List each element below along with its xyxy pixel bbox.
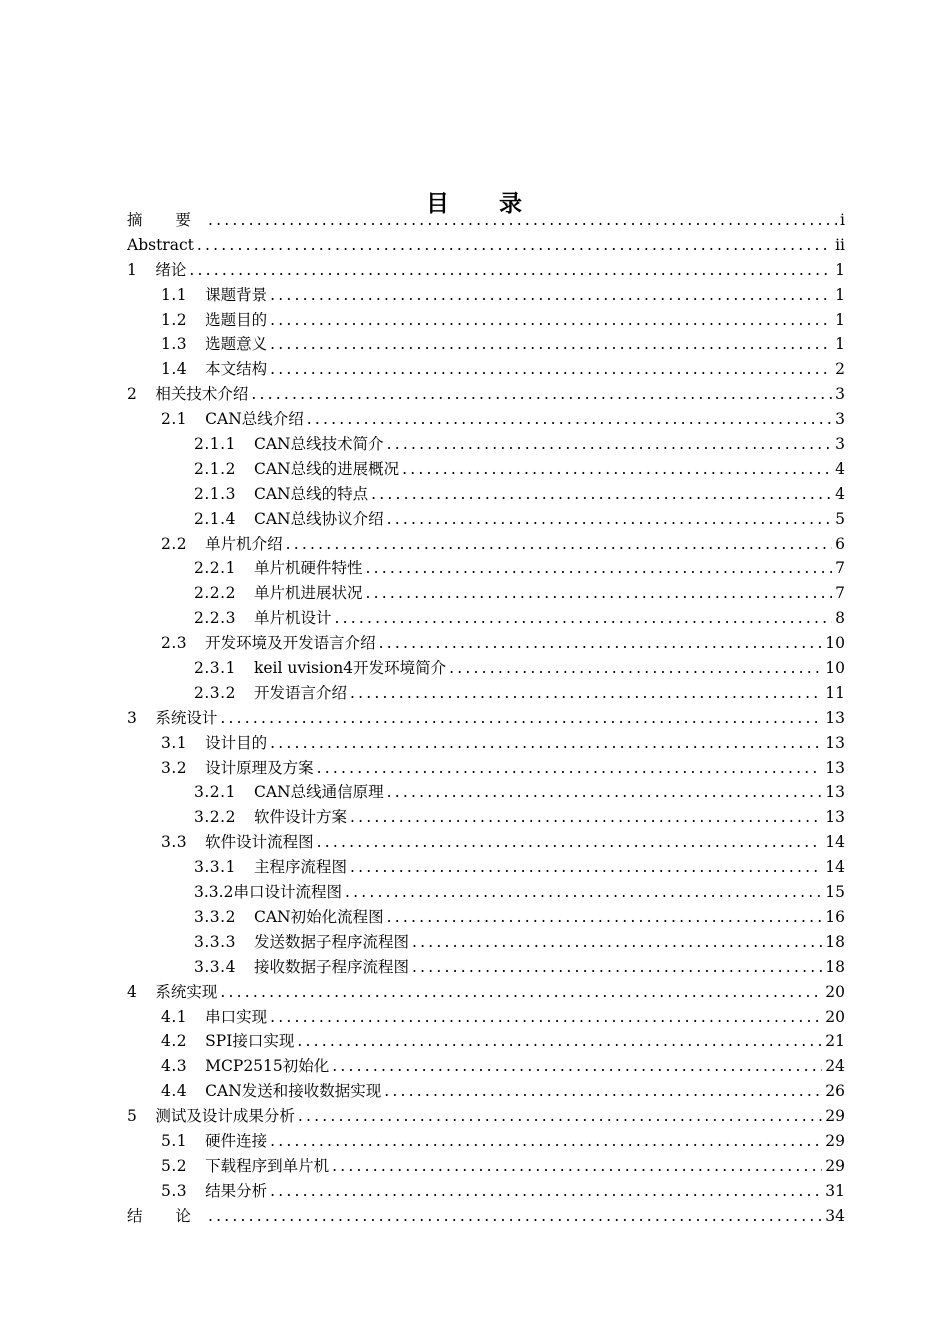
toc-entry[interactable]	[127, 208, 845, 233]
dot-leader	[449, 656, 822, 681]
toc-entry-page: 4	[835, 459, 845, 478]
toc-entry[interactable]	[127, 731, 845, 756]
toc-entry-page: 14	[825, 858, 845, 877]
toc-entry-page: 24	[825, 1057, 845, 1076]
toc-entry-number: 3.3.3	[194, 932, 236, 951]
toc-entry-page: 13	[825, 783, 845, 802]
toc-entry-label: 开发环境及开发语言介绍	[205, 634, 376, 653]
toc-entry-number: 4.2	[161, 1032, 188, 1051]
dot-leader	[412, 930, 822, 955]
toc-entry-number: 1.2	[161, 310, 188, 329]
dot-leader	[270, 1179, 822, 1204]
toc-entry-label: 发送数据子程序流程图	[253, 932, 409, 951]
toc-entry[interactable]	[127, 532, 845, 557]
toc-entry-number: 2.1.3	[194, 484, 236, 503]
toc-entry-label: 本文结构	[205, 360, 268, 379]
toc-entry[interactable]	[127, 382, 845, 407]
toc-entry-page: 6	[835, 534, 845, 553]
toc-entry-label: 单片机设计	[253, 609, 332, 628]
toc-entry-page: i	[840, 211, 845, 229]
toc-entry-label: 系统设计	[155, 708, 218, 727]
toc-entry-number: 3	[127, 708, 138, 727]
toc-entry-label: 课题背景	[205, 285, 268, 304]
dot-leader	[365, 581, 832, 606]
dot-leader	[345, 880, 822, 905]
toc-entry[interactable]	[127, 1005, 845, 1030]
toc-entry-number: 1.3	[161, 335, 188, 354]
toc-entry-label: 结 论	[127, 1206, 205, 1225]
toc-entry-number: 3.3	[161, 833, 188, 852]
toc-entry-label: 下载程序到单片机	[205, 1156, 330, 1175]
toc-entry[interactable]	[127, 1179, 845, 1204]
toc-entry-label: CAN初始化流程图	[253, 907, 384, 926]
toc-entry-page: 13	[825, 733, 845, 752]
dot-leader	[387, 432, 833, 457]
toc-entry-label: CAN总线通信原理	[253, 783, 384, 802]
toc-entry[interactable]	[127, 1129, 845, 1154]
toc-entry[interactable]	[127, 357, 845, 382]
dot-leader	[332, 1054, 822, 1079]
toc-entry-page: 10	[825, 659, 845, 678]
dot-leader	[371, 482, 832, 507]
toc-entry-label: 测试及设计成果分析	[155, 1107, 295, 1126]
dot-leader	[379, 631, 823, 656]
toc-entry-page: 7	[835, 559, 845, 578]
toc-entry-number: 3.2.1	[194, 783, 236, 802]
toc-entry-page: 1	[835, 310, 845, 329]
toc-entry-number: 1.1	[161, 285, 188, 304]
toc-entry[interactable]	[127, 1204, 845, 1229]
toc-entry[interactable]	[127, 482, 845, 507]
toc-entry-number: 5.3	[161, 1181, 188, 1200]
dot-leader	[270, 1005, 822, 1030]
toc-entry-label: 相关技术介绍	[155, 385, 249, 404]
toc-entry[interactable]	[127, 1029, 845, 1054]
toc-entry[interactable]	[127, 407, 845, 432]
toc-entry-page: 20	[825, 982, 845, 1001]
toc-entry-page: 31	[825, 1181, 845, 1200]
toc-entry-page: ii	[835, 235, 845, 254]
dot-leader	[270, 731, 822, 756]
dot-leader	[307, 407, 832, 432]
dot-leader	[220, 706, 822, 731]
toc-entry-label: 单片机硬件特性	[253, 559, 363, 578]
toc-entry-page: 10	[825, 634, 845, 653]
toc-entry-number: 2.2.3	[194, 609, 236, 628]
toc-entry-label: CAN发送和接收数据实现	[205, 1082, 382, 1101]
toc-entry-page: 13	[825, 708, 845, 727]
dot-leader	[270, 283, 832, 308]
toc-entry-number: 5.1	[161, 1131, 188, 1150]
toc-entry-label: 3.3.2串口设计流程图	[194, 883, 342, 902]
toc-entry-page: 1	[835, 285, 845, 304]
toc-entry[interactable]	[127, 432, 845, 457]
toc-entry-number: 2.1.4	[194, 509, 236, 528]
toc-entry-label: 接收数据子程序流程图	[253, 957, 409, 976]
toc-entry-number: 2.3	[161, 634, 188, 653]
dot-leader	[332, 1154, 822, 1179]
toc-entry-label: 开发语言介绍	[253, 683, 347, 702]
toc-entry-number: 3.1	[161, 733, 188, 752]
toc-entry-number: 5.2	[161, 1156, 188, 1175]
toc-entry-number: 2.1	[161, 410, 188, 429]
toc-entry-number: 4.4	[161, 1082, 188, 1101]
toc-entry[interactable]	[127, 283, 845, 308]
toc-entry-page: 14	[825, 833, 845, 852]
toc-entry-label: CAN总线介绍	[205, 410, 304, 429]
toc-entry-page: 1	[835, 335, 845, 354]
toc-entry[interactable]	[127, 656, 845, 681]
dot-leader	[189, 258, 832, 283]
toc-entry-page: 2	[835, 360, 845, 379]
toc-entry-number: 2.2	[161, 534, 188, 553]
toc-entry-page: 13	[825, 808, 845, 827]
toc-entry-page: 7	[835, 584, 845, 603]
toc-entry-number: 2.2.2	[194, 584, 236, 603]
toc-entry-number: 3.2	[161, 758, 188, 777]
toc-entry-label: 选题目的	[205, 310, 268, 329]
dot-leader	[387, 780, 823, 805]
toc-entry[interactable]	[127, 258, 845, 283]
dot-leader	[270, 357, 832, 382]
toc-entry[interactable]	[127, 830, 845, 855]
toc-entry-number: 1	[127, 260, 138, 279]
toc-entry-label: 软件设计方案	[253, 808, 347, 827]
toc-entry-number: 2.1.1	[194, 435, 236, 454]
toc-entry[interactable]	[127, 332, 845, 357]
toc-entry-label: 硬件连接	[205, 1131, 268, 1150]
toc-entry-page: 29	[825, 1131, 845, 1150]
toc-entry-page: 20	[825, 1007, 845, 1026]
dot-leader	[270, 308, 832, 333]
toc-entry-page: 21	[825, 1032, 845, 1051]
toc-entry-label: CAN总线的进展概况	[253, 459, 400, 478]
dot-leader	[251, 382, 832, 407]
toc-entry-number: 1.4	[161, 360, 188, 379]
toc-entry-label: 串口实现	[205, 1007, 268, 1026]
dot-leader	[350, 805, 822, 830]
toc-entry-page: 13	[825, 758, 845, 777]
toc-entry-page: 29	[825, 1107, 845, 1126]
toc-entry[interactable]	[127, 556, 845, 581]
toc-entry-page: 3	[835, 435, 845, 454]
dot-leader	[286, 532, 832, 557]
toc-entry-page: 34	[825, 1206, 845, 1225]
toc-entry-label: 设计原理及方案	[205, 758, 314, 777]
dot-leader	[317, 756, 823, 781]
toc-entry-label: keil uvision4开发环境简介	[253, 659, 447, 678]
toc-entry-label: 结果分析	[205, 1181, 268, 1200]
toc-entry-page: 15	[825, 883, 845, 902]
toc-entry[interactable]	[127, 1054, 845, 1079]
toc-entry-label: 单片机进展状况	[253, 584, 363, 603]
toc-entry[interactable]	[127, 780, 845, 805]
toc-entry[interactable]	[127, 955, 845, 980]
dot-leader	[350, 855, 822, 880]
toc-entry-label: 单片机介绍	[205, 534, 283, 553]
toc-entry-label: 软件设计流程图	[205, 833, 314, 852]
toc-entry-page: 1	[835, 260, 845, 279]
toc-entry-label: SPI接口实现	[205, 1032, 295, 1051]
dot-leader	[402, 457, 832, 482]
toc-entry-number: 3.2.2	[194, 808, 236, 827]
dot-leader	[208, 208, 837, 233]
toc-entry-number: 5	[127, 1107, 138, 1126]
toc-entry-label: 设计目的	[205, 733, 268, 752]
toc-entry-page: 16	[825, 907, 845, 926]
toc-entry-number: 2.1.2	[194, 459, 236, 478]
toc-entry-page: 18	[825, 932, 845, 951]
toc-entry-page: 18	[825, 957, 845, 976]
toc-entry-page: 4	[835, 484, 845, 503]
toc-entry-label: 主程序流程图	[253, 858, 347, 877]
toc-entry[interactable]	[127, 930, 845, 955]
dot-leader	[387, 507, 833, 532]
dot-leader	[334, 606, 832, 631]
toc-entry-label: MCP2515初始化	[205, 1057, 330, 1076]
toc-entry-number: 4.3	[161, 1057, 188, 1076]
toc-entry[interactable]	[127, 233, 845, 258]
toc-entry-label: CAN总线的特点	[253, 484, 369, 503]
toc-entry-label: CAN总线技术简介	[253, 435, 384, 454]
toc-entry[interactable]	[127, 905, 845, 930]
toc-entry-page: 8	[835, 609, 845, 628]
dot-leader	[384, 1079, 822, 1104]
dot-leader	[270, 1129, 822, 1154]
toc-entry-label: Abstract	[127, 235, 194, 254]
toc-list	[127, 208, 845, 1229]
toc-entry[interactable]	[127, 631, 845, 656]
toc-entry[interactable]	[127, 1154, 845, 1179]
dot-leader	[412, 955, 822, 980]
toc-entry-number: 2	[127, 385, 138, 404]
dot-leader	[365, 556, 832, 581]
toc-entry-page: 3	[835, 410, 845, 429]
toc-entry[interactable]	[127, 855, 845, 880]
toc-entry-number: 2.2.1	[194, 559, 236, 578]
toc-entry[interactable]	[127, 805, 845, 830]
toc-entry[interactable]	[127, 880, 845, 905]
dot-leader	[297, 1029, 822, 1054]
toc-entry[interactable]	[127, 980, 845, 1005]
dot-leader	[350, 681, 822, 706]
toc-entry[interactable]	[127, 457, 845, 482]
dot-leader	[197, 233, 832, 258]
dot-leader	[270, 332, 832, 357]
toc-entry[interactable]	[127, 756, 845, 781]
dot-leader	[220, 980, 822, 1005]
toc-entry-page: 26	[825, 1082, 845, 1101]
dot-leader	[298, 1104, 822, 1129]
toc-entry[interactable]	[127, 308, 845, 333]
toc-entry-number: 3.3.2	[194, 907, 236, 926]
toc-entry[interactable]	[127, 581, 845, 606]
toc-entry-page: 3	[835, 385, 845, 404]
toc-entry-number: 3.3.1	[194, 858, 236, 877]
toc-entry-number: 4.1	[161, 1007, 188, 1026]
toc-entry-number: 2.3.2	[194, 683, 236, 702]
toc-entry[interactable]	[127, 706, 845, 731]
toc-entry[interactable]	[127, 606, 845, 631]
dot-leader	[387, 905, 823, 930]
toc-entry[interactable]	[127, 507, 845, 532]
toc-entry-number: 3.3.4	[194, 957, 236, 976]
toc-entry-number: 4	[127, 982, 138, 1001]
toc-entry-label: 绪论	[155, 260, 187, 279]
toc-entry[interactable]	[127, 1104, 845, 1129]
toc-entry-page: 11	[825, 683, 845, 702]
toc-entry-label: 选题意义	[205, 335, 268, 354]
toc-entry-page: 5	[835, 509, 845, 528]
toc-entry-page: 29	[825, 1156, 845, 1175]
dot-leader	[208, 1204, 822, 1229]
toc-entry-label: CAN总线协议介绍	[253, 509, 384, 528]
toc-entry-label: 摘 要	[127, 211, 205, 229]
dot-leader	[317, 830, 823, 855]
toc-title-char-1: 目	[426, 190, 451, 218]
toc-entry-label: 系统实现	[155, 982, 218, 1001]
toc-entry[interactable]	[127, 681, 845, 706]
toc-entry[interactable]	[127, 1079, 845, 1104]
toc-title-char-2: 录	[499, 190, 524, 218]
toc-entry-number: 2.3.1	[194, 659, 236, 678]
